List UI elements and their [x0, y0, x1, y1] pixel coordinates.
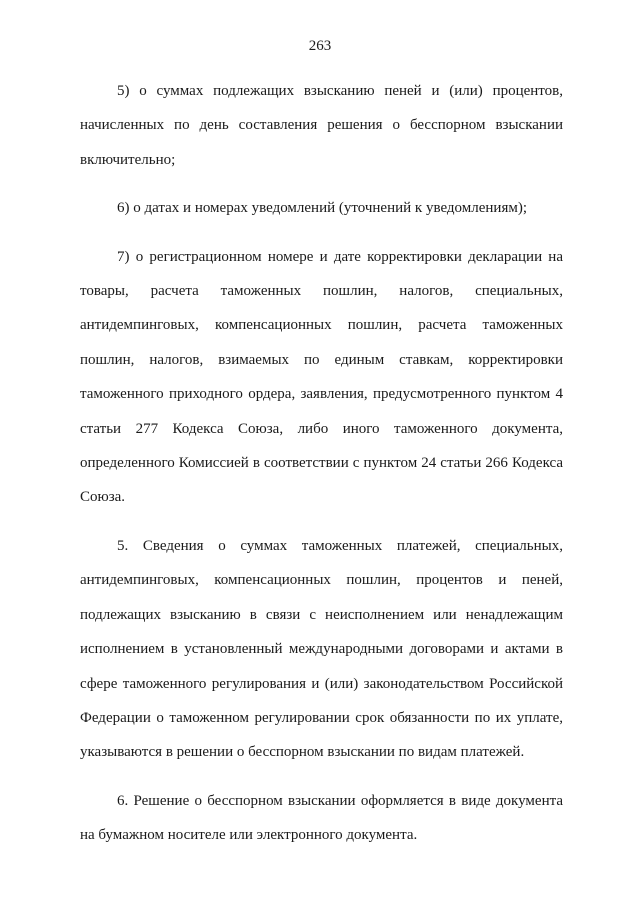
paragraph-item-7: 7) о регистрационном номере и дате корректировки декларации на товары, расчета таможенных пошлин, налогов, специальных, антидемпинговых, компенсационных пошлин, расчета таможенных пошлин, налогов, взимаемых по единым ставкам, корректировки таможенного приходного ордера, заявления, предусмотренного пунктом 4 статьи 277 Кодекса Союза, либо иного таможенного документа, определенного Комиссией в соответствии с пунктом 24 статьи 266 Кодекса Союза. — [80, 248, 563, 506]
page-number: 263 — [308, 38, 332, 54]
paragraph-item-6: 6) о датах и номерах уведомлений (уточнений к уведомлениям); — [117, 200, 527, 217]
paragraph-section-5: 5. Сведения о суммах таможенных платежей, специальных, антидемпинговых, компенсационных пошлин, процентов и пеней, подлежащих взысканию в связи с неисполнением или ненадлежащим исполнением в установленный международными договорами и актами в сфере таможенного регулирования и (или) законодательством Российской Федерации о таможенном регулировании срок обязанности по их уплате, указываются в решении о бесспорном взыскании по видам платежей. — [80, 537, 563, 761]
document-body — [80, 74, 563, 853]
paragraph-item-5: 5) о суммах подлежащих взысканию пеней и (или) процентов, начисленных по день составления решения о бесспорном взыскании включительно; — [80, 83, 563, 168]
paragraph-section-6: 6. Решение о бесспорном взыскании оформляется в виде документа на бумажном носителе или электронного документа. — [80, 792, 563, 844]
